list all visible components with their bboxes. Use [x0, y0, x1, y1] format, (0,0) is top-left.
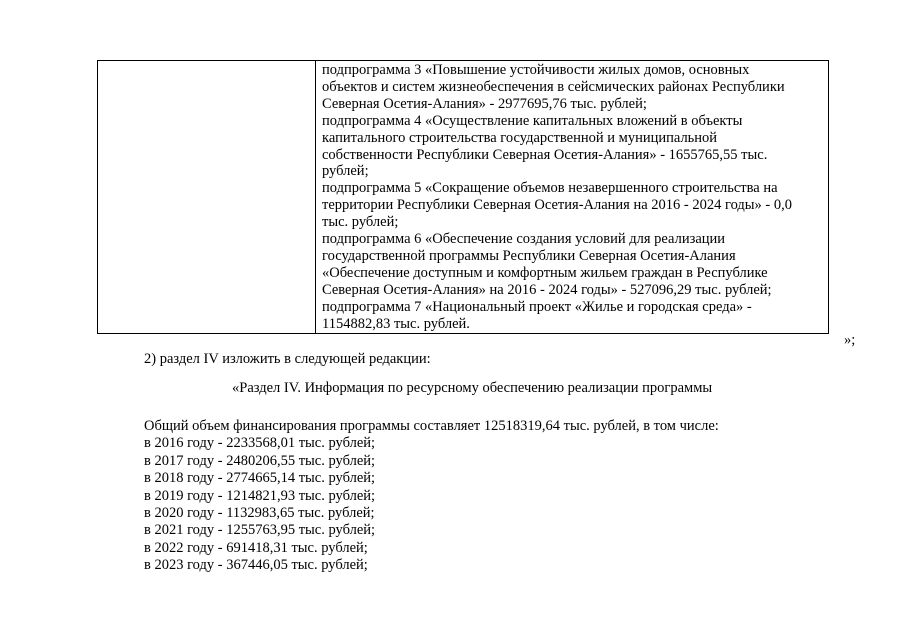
section-heading: «Раздел IV. Информация по ресурсному обеспечению реализации программы: [232, 380, 713, 396]
financing-year-line: в 2022 году - 691418,31 тыс. рублей;: [144, 539, 368, 556]
cell-line: подпрограмма 3 «Повышение устойчивости жилых домов, основных: [322, 62, 750, 78]
cell-line: капитального строительства государственной и муниципальной: [322, 129, 718, 146]
cell-line: подпрограмма 7 «Национальный проект «Жилье и городская среда» -: [322, 298, 752, 315]
financing-year-line: в 2019 году - 1214821,93 тыс. рублей;: [144, 487, 376, 504]
cell-line: государственной программы Республики Северная Осетия-Алания: [322, 247, 736, 264]
financing-year-line: в 2016 году - 2233568,01 тыс. рублей;: [144, 435, 376, 452]
financing-year-line: в 2017 году - 2480206,55 тыс. рублей;: [144, 452, 376, 469]
cell-line: подпрограмма 5 «Сокращение объемов незавершенного строительства на: [322, 180, 778, 197]
cell-line: рублей;: [322, 163, 369, 180]
cell-line: «Обеспечение доступным и комфортным жильем граждан в Республике: [322, 264, 768, 281]
subprogram-table: [97, 60, 829, 334]
financing-year-line: в 2021 году - 1255763,95 тыс. рублей;: [144, 522, 376, 539]
table-row: [98, 61, 829, 334]
financing-year-line: в 2018 году - 2774665,14 тыс. рублей;: [144, 470, 376, 487]
closing-quote: »;: [844, 332, 856, 348]
cell-line: тыс. рублей;: [322, 214, 399, 231]
financing-year-line: в 2020 году - 1132983,65 тыс. рублей;: [144, 505, 375, 522]
cell-line: подпрограмма 6 «Обеспечение создания условий для реализации: [322, 231, 726, 248]
financing-total: Общий объем финансирования программы составляет 12518319,64 тыс. рублей, в том числе:: [144, 418, 719, 434]
amendment-item-2: 2) раздел IV изложить в следующей редакции:: [144, 351, 431, 367]
cell-line: 1154882,83 тыс. рублей.: [322, 315, 470, 332]
cell-line: территории Республики Северная Осетия-Алания на 2016 - 2024 годы» - 0,0: [322, 197, 792, 214]
financing-year-line: в 2023 году - 367446,05 тыс. рублей;: [144, 557, 368, 574]
cell-line: собственности Республики Северная Осетия-Алания» - 1655765,55 тыс.: [322, 146, 768, 163]
cell-line: Северная Осетия-Алания» на 2016 - 2024 годы» - 527096,29 тыс. рублей;: [322, 281, 772, 298]
table-cell-empty: [98, 61, 316, 334]
cell-line: Северная Осетия-Алания» - 2977695,76 тыс. рублей;: [322, 95, 647, 112]
table-cell-subprograms: [316, 61, 829, 334]
cell-line: подпрограмма 4 «Осуществление капитальных вложений в объекты: [322, 112, 743, 129]
cell-line: объектов и систем жизнеобеспечения в сейсмических районах Республики: [322, 78, 785, 95]
financing-text: [144, 418, 719, 575]
